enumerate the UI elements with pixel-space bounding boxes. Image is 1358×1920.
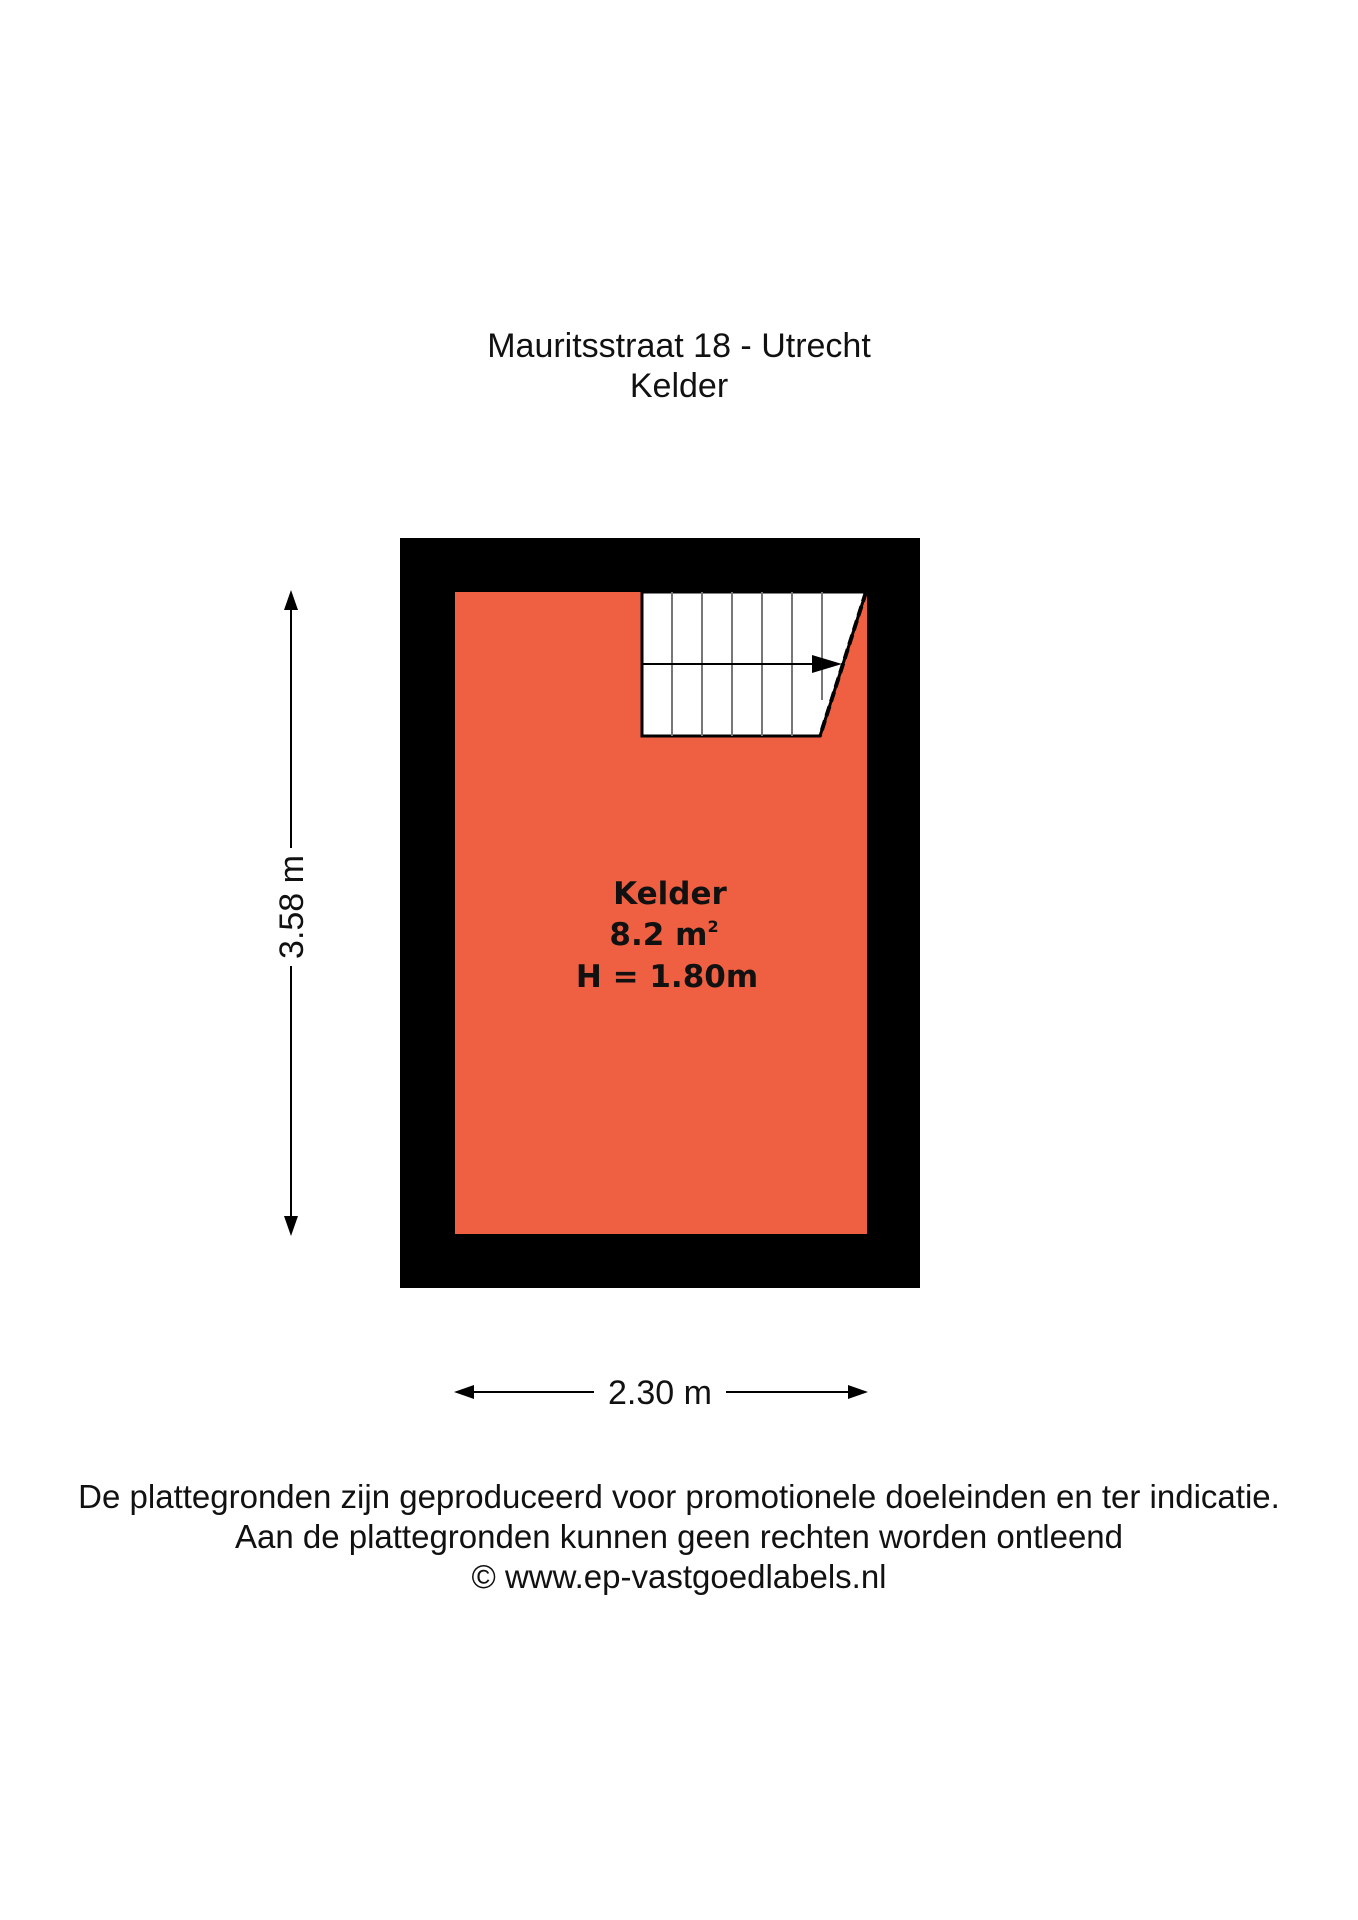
plan-address: Mauritsstraat 18 - Utrecht <box>487 327 871 365</box>
room-area-label: 8.2 $m^2$ <box>609 917 719 953</box>
disclaimer-line-1: De plattegronden zijn geproduceerd voor promotionele doeleinden en ter indicatie. <box>78 1478 1280 1515</box>
room-height-label: H = 1.80m <box>575 959 759 995</box>
room-name-label: Kelder <box>613 876 727 912</box>
arrow-right-icon <box>848 1385 868 1399</box>
disclaimer-line-2: Aan de plattegronden kunnen geen rechten worden ontleend <box>234 1518 1124 1555</box>
height-dimension-label: 3.58 m <box>273 855 311 959</box>
arrow-down-icon <box>284 1216 298 1236</box>
arrow-up-icon <box>284 590 298 610</box>
plan-floor-name: Kelder <box>629 367 729 405</box>
width-dimension-label: 2.30 m <box>608 1374 712 1412</box>
width-dimension <box>454 1374 868 1412</box>
copyright-line: © www.ep-vastgoedlabels.nl <box>471 1558 887 1595</box>
arrow-left-icon <box>454 1385 474 1399</box>
height-dimension <box>273 590 311 1236</box>
